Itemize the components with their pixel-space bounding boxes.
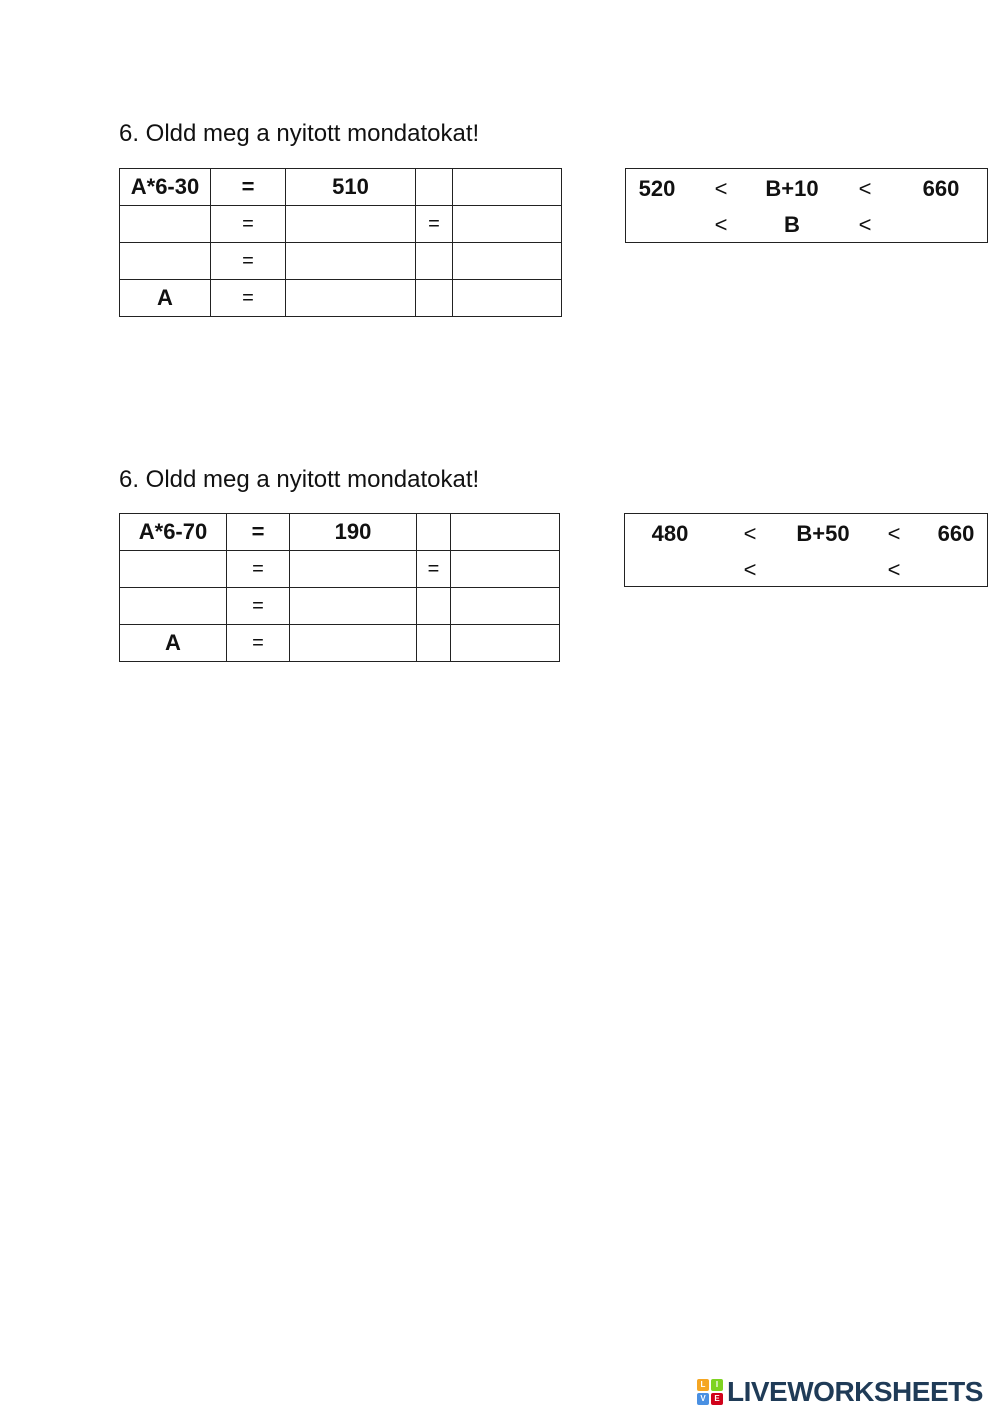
answer-cell[interactable] xyxy=(783,552,863,588)
answer-cell[interactable] xyxy=(451,625,560,662)
table-row xyxy=(120,588,560,625)
answer-cell[interactable] xyxy=(417,514,451,551)
inequality-row xyxy=(625,516,987,552)
exercise-1-heading: 6. Oldd meg a nyitott mondatokat! xyxy=(119,120,480,147)
variable-label: A xyxy=(120,625,227,662)
inequality-variable: B xyxy=(784,212,800,237)
inequality-lower-bound: 520 xyxy=(638,176,676,201)
less-than-sign: < xyxy=(743,557,757,582)
answer-cell[interactable] xyxy=(416,243,453,280)
answer-cell[interactable] xyxy=(925,552,987,588)
less-than-sign: < xyxy=(858,176,872,201)
answer-cell[interactable] xyxy=(453,206,562,243)
exercise-2-equation-table xyxy=(119,513,560,662)
equation-expression: A*6-30 xyxy=(120,169,211,206)
answer-cell[interactable] xyxy=(453,169,562,206)
answer-cell[interactable] xyxy=(120,588,227,625)
less-than-sign: < xyxy=(887,557,901,582)
logo-mark-icon xyxy=(697,1379,723,1405)
logo-text: LIVEWORKSHEETS xyxy=(727,1376,983,1407)
equals-sign: = xyxy=(227,625,290,662)
variable-label: A xyxy=(120,280,211,317)
logo-mark-letter: E xyxy=(711,1393,723,1405)
less-than-sign: < xyxy=(887,521,901,546)
table-row xyxy=(120,280,562,317)
less-than-sign: < xyxy=(714,176,728,201)
answer-cell[interactable] xyxy=(286,280,416,317)
answer-cell[interactable] xyxy=(451,514,560,551)
answer-cell[interactable] xyxy=(290,588,417,625)
answer-cell[interactable] xyxy=(290,551,417,588)
equals-sign: = xyxy=(416,206,453,243)
answer-cell[interactable] xyxy=(290,625,417,662)
answer-cell[interactable] xyxy=(120,551,227,588)
answer-cell[interactable] xyxy=(417,625,451,662)
inequality-expression: B+50 xyxy=(796,521,850,546)
exercise-1-equation-table xyxy=(119,168,562,317)
table-row xyxy=(120,551,560,588)
table-row xyxy=(120,514,560,551)
answer-cell[interactable] xyxy=(120,243,211,280)
exercise-1-inequality-box xyxy=(625,168,988,243)
answer-cell[interactable] xyxy=(635,552,705,588)
inequality-lower-bound: 480 xyxy=(651,521,689,546)
logo-mark-letter: L xyxy=(697,1379,709,1391)
table-row xyxy=(120,625,560,662)
answer-cell[interactable] xyxy=(286,206,416,243)
logo-mark-letter: I xyxy=(711,1379,723,1391)
table-row xyxy=(120,206,562,243)
answer-cell[interactable] xyxy=(453,280,562,317)
answer-cell[interactable] xyxy=(906,207,976,243)
answer-cell[interactable] xyxy=(120,206,211,243)
answer-cell[interactable] xyxy=(451,588,560,625)
exercise-2-inequality-box xyxy=(624,513,988,587)
answer-cell[interactable] xyxy=(453,243,562,280)
answer-cell[interactable] xyxy=(286,243,416,280)
equals-sign: = xyxy=(417,551,451,588)
table-row xyxy=(120,243,562,280)
inequality-upper-bound: 660 xyxy=(922,176,960,201)
logo-mark-letter: V xyxy=(697,1393,709,1405)
less-than-sign: < xyxy=(714,212,728,237)
equals-sign: = xyxy=(227,588,290,625)
answer-cell[interactable] xyxy=(417,588,451,625)
table-row xyxy=(120,169,562,206)
answer-cell[interactable] xyxy=(416,280,453,317)
liveworksheets-logo xyxy=(697,1377,983,1407)
exercise-2-heading: 6. Oldd meg a nyitott mondatokat! xyxy=(119,466,480,493)
answer-cell[interactable] xyxy=(626,207,688,243)
equals-sign: = xyxy=(227,514,290,551)
inequality-upper-bound: 660 xyxy=(937,521,975,546)
equals-sign: = xyxy=(227,551,290,588)
inequality-row xyxy=(626,207,987,243)
inequality-row xyxy=(626,171,987,207)
equals-sign: = xyxy=(211,206,286,243)
answer-cell[interactable] xyxy=(416,169,453,206)
answer-cell[interactable] xyxy=(451,551,560,588)
equation-expression: A*6-70 xyxy=(120,514,227,551)
equals-sign: = xyxy=(211,280,286,317)
less-than-sign: < xyxy=(858,212,872,237)
equation-value: 190 xyxy=(290,514,417,551)
equation-value: 510 xyxy=(286,169,416,206)
equals-sign: = xyxy=(211,243,286,280)
inequality-expression: B+10 xyxy=(765,176,819,201)
less-than-sign: < xyxy=(743,521,757,546)
equals-sign: = xyxy=(211,169,286,206)
inequality-row xyxy=(625,552,987,588)
